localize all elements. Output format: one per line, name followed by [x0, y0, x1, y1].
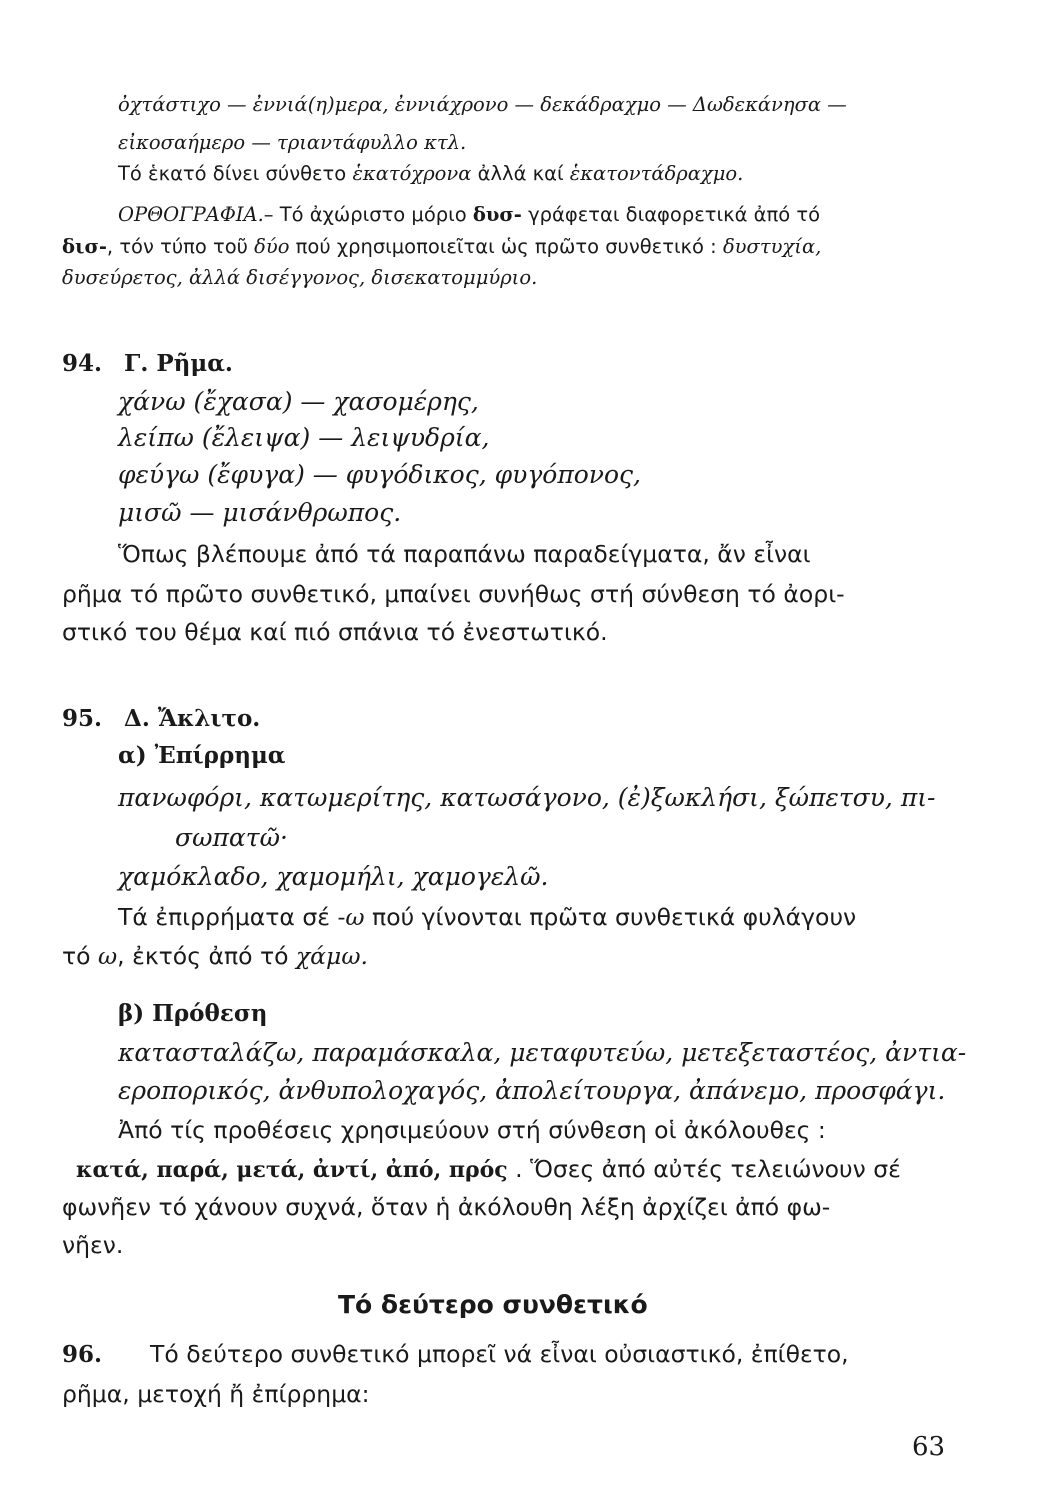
text: Τά ἐπιρρήματα σέ — [118, 903, 338, 931]
paragraph-line — [118, 903, 856, 931]
page-heading: Τό δεύτερο συνθετικό — [338, 1290, 648, 1319]
paragraph-line: φωνῆεν τό χάνουν συχνά, ὅταν ἡ ἀκόλουθη λέξη ἀρχίζει ἀπό φω- — [62, 1193, 831, 1221]
text: χάμω. — [295, 942, 368, 970]
text: δισ- — [62, 235, 107, 258]
section-96-line-2: ρῆμα, μετοχή ἤ ἐπίρρημα: — [62, 1380, 370, 1408]
text: κατά, παρά, μετά, ἀντί, ἀπό, πρός — [76, 1157, 508, 1183]
example-line: κατασταλάζω, παραμάσκαλα, μεταφυτεύω, μετεξεταστέος, ἀντια- — [118, 1038, 967, 1067]
example-line: φεύγω (ἔφυγα) — φυγόδικος, φυγόπονος, — [118, 460, 641, 489]
example-line: λείπω (ἔλειψα) — λειψυδρία, — [118, 423, 490, 452]
example-line: χάνω (ἔχασα) — χασομέρης, — [118, 387, 479, 416]
text: Τό δεύτερο συνθετικό μπορεῖ νά εἶναι οὐσιαστικό, ἐπίθετο, — [150, 1340, 849, 1368]
text: ἑκατόχρονα — [352, 162, 472, 185]
text: ἑκατοντάδραχμο. — [569, 162, 744, 185]
section-94-header — [62, 350, 233, 377]
example-line: εροπορικός, ἀνθυπολοχαγός, ἀπολείτουργα, ἀπάνεμο, προσφάγι. — [118, 1076, 946, 1105]
orthography-line-1 — [118, 203, 820, 226]
paragraph-line: Ὅπως βλέπουμε ἀπό τά παραπάνω παραδείγματα, ἄν εἶναι — [118, 540, 811, 568]
orthography-line-3: δυσεύρετος, ἀλλά δισέγγονος, δισεκατομμύριο. — [62, 266, 538, 289]
paragraph-line: στικό του θέμα καί πιό σπάνια τό ἐνεστωτικό. — [62, 618, 608, 646]
example-line: χαμόκλαδο, χαμομήλι, χαμογελῶ. — [118, 862, 549, 891]
text: γράφεται διαφορετικά ἀπό τό — [521, 203, 821, 226]
paragraph-line: νῆεν. — [62, 1231, 124, 1259]
text: τό — [62, 942, 98, 970]
text: – Τό ἀχώριστο μόριο — [263, 203, 473, 226]
orthography-label: ΟΡΘΟΓΡΑΦΙΑ. — [118, 203, 264, 226]
paragraph-line — [62, 942, 368, 970]
subsection-title: α) Ἐπίρρημα — [118, 742, 286, 769]
text: -ω — [337, 903, 365, 931]
text: ω — [98, 942, 118, 970]
subsection-title: β) Πρόθεση — [118, 1000, 268, 1027]
orthography-line-2 — [62, 235, 821, 258]
section-number: 96. — [62, 1341, 103, 1368]
intro-line-1: ὀχτάστιχο — ἐννιά(η)μερα, ἐννιάχρονο — δεκάδραχμο — Δωδεκάνησα — — [118, 93, 847, 116]
text: , τόν τύπο τοῦ — [106, 235, 255, 258]
section-number: 94. — [62, 350, 103, 377]
example-line: μισῶ — μισάνθρωπος. — [118, 498, 402, 527]
paragraph-line: Ἀπό τίς προθέσεις χρησιμεύουν στή σύνθεση οἱ ἀκόλουθες : — [118, 1116, 826, 1144]
text: δύο — [254, 235, 290, 258]
section-number: 95. — [62, 705, 103, 732]
example-line: σωπατῶ· — [175, 823, 288, 852]
section-title: Γ. Ρῆμα. — [124, 350, 233, 377]
text: . Ὅσες ἀπό αὐτές τελειώνουν σέ — [507, 1155, 901, 1183]
text: πού χρησιμοποιεῖται ὡς πρῶτο συνθετικό : — [289, 235, 723, 258]
text: δυσ- — [472, 203, 522, 226]
section-96-line-1 — [62, 1340, 849, 1368]
intro-line-2: εἰκοσαήμερο — τριαντάφυλλο κτλ. — [118, 131, 467, 154]
paragraph-line — [76, 1155, 901, 1183]
page-number: 63 — [912, 1432, 946, 1462]
text: πού γίνονται πρῶτα συνθετικά φυλάγουν — [364, 903, 857, 931]
section-title: Δ. Ἄκλιτο. — [124, 705, 261, 732]
example-line: πανωφόρι, κατωμερίτης, κατωσάγονο, (ἐ)ξωκλήσι, ξώπετσυ, πι- — [118, 783, 936, 812]
intro-line-3 — [118, 162, 743, 185]
section-95-header — [62, 705, 260, 732]
paragraph-line: ρῆμα τό πρῶτο συνθετικό, μπαίνει συνήθως στή σύνθεση τό ἀορι- — [62, 580, 845, 608]
text: ἀλλά καί — [471, 162, 570, 185]
text: Τό ἑκατό δίνει σύνθετο — [118, 162, 353, 185]
text: δυστυχία, — [722, 235, 822, 258]
text: , ἐκτός ἀπό τό — [117, 942, 296, 970]
